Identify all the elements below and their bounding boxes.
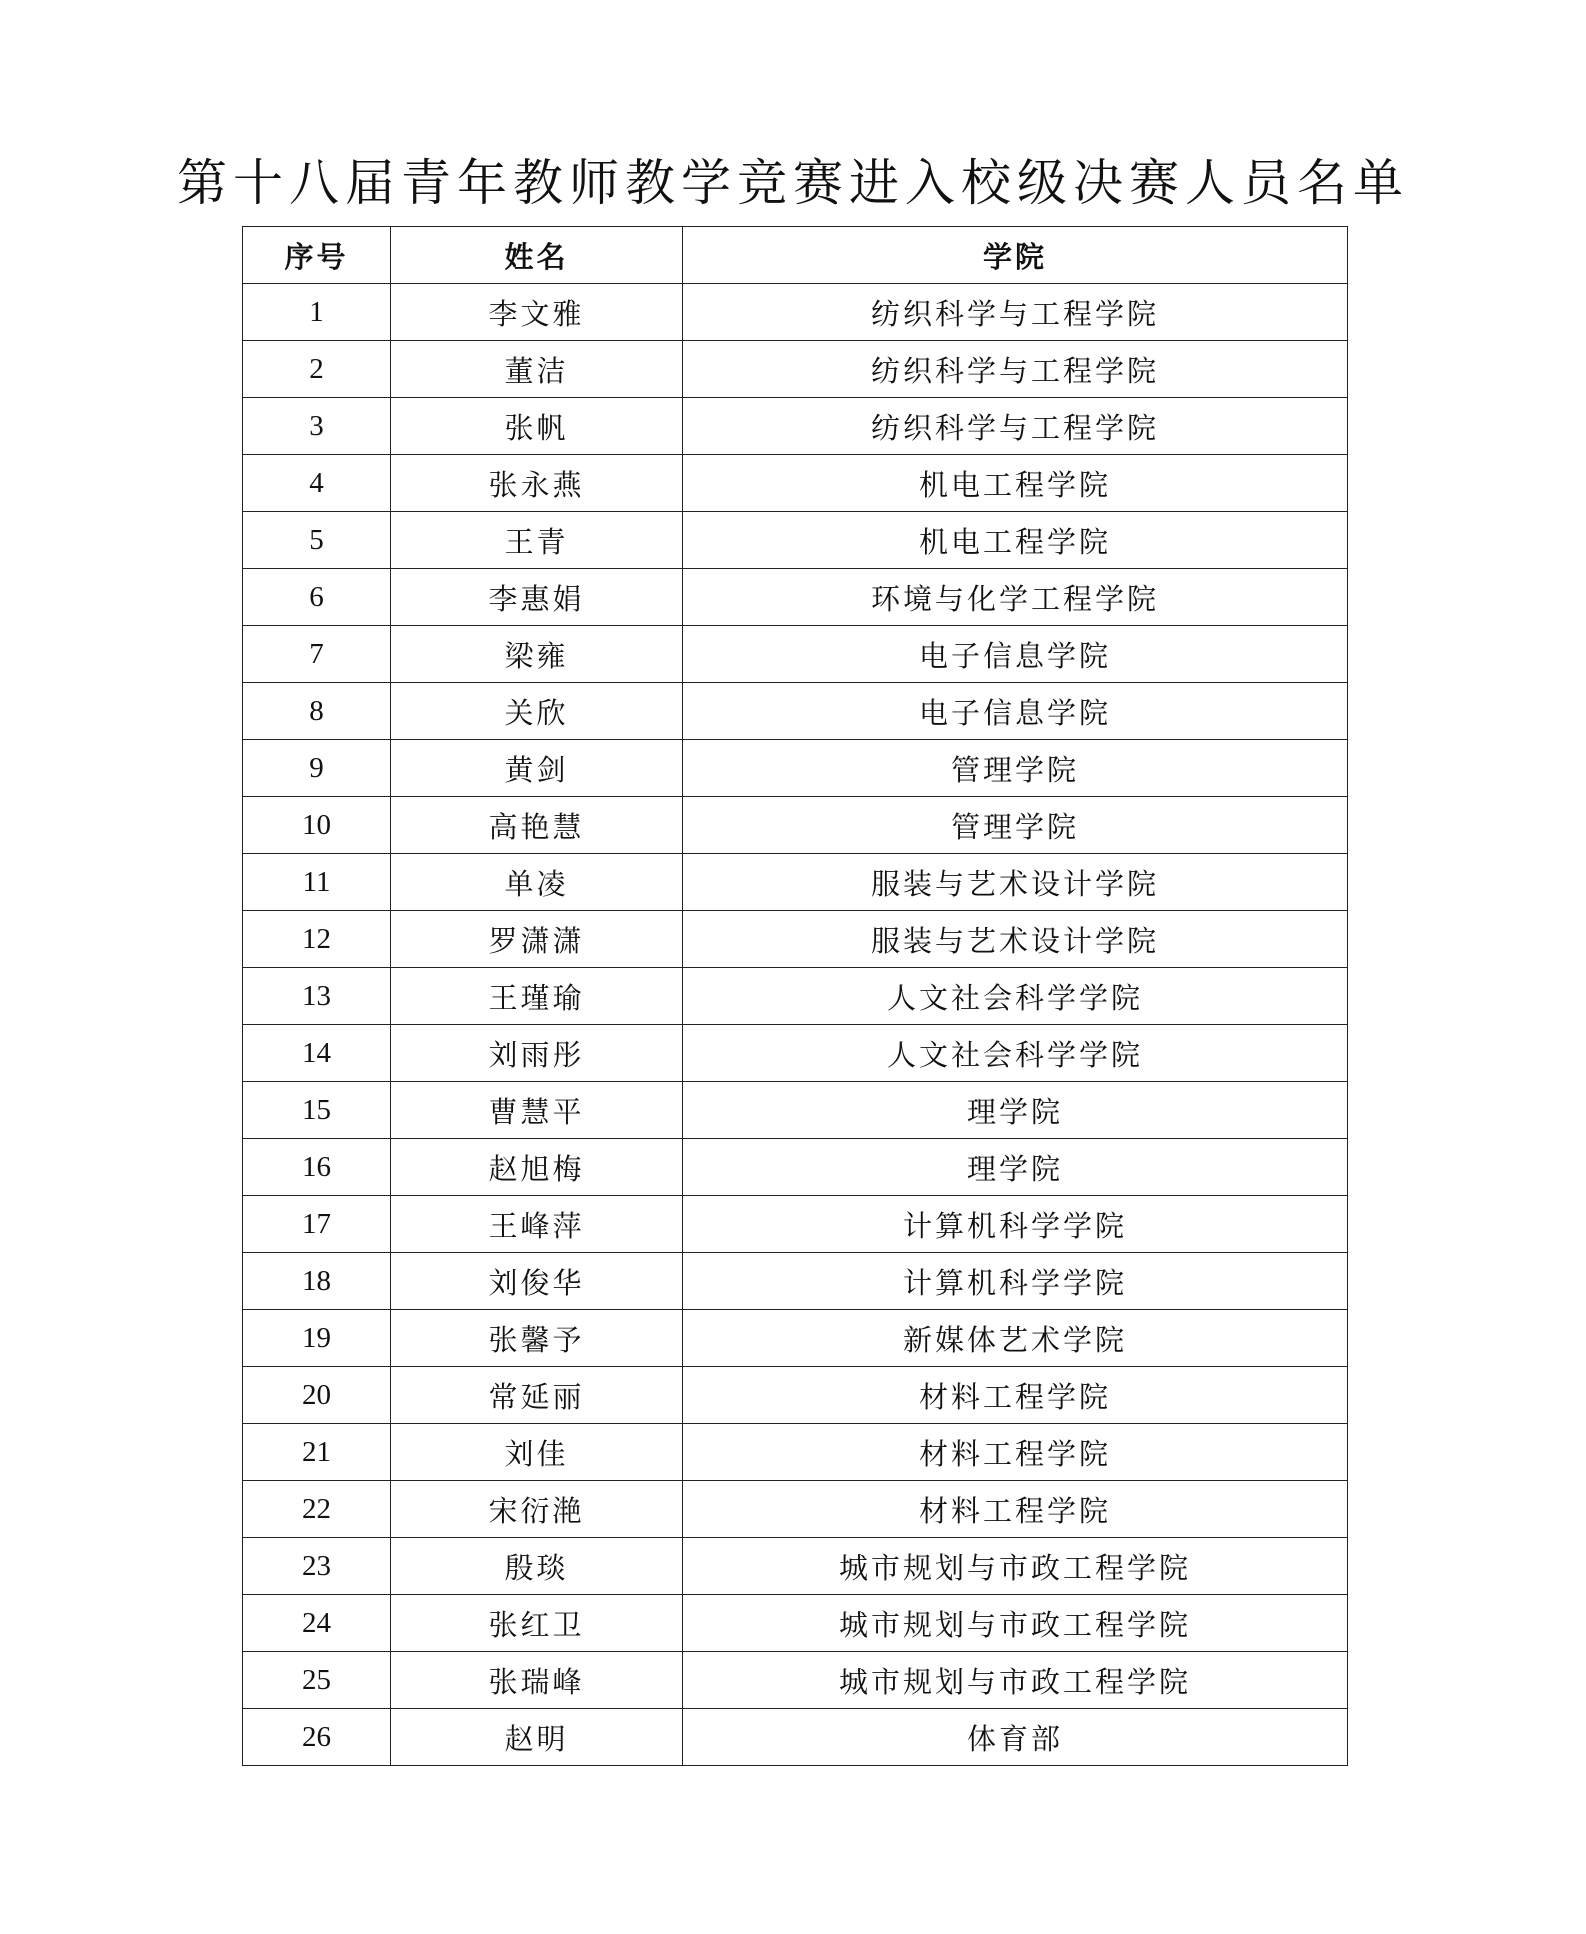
cell-no: 13 [243, 968, 391, 1025]
cell-name: 宋衍滟 [391, 1481, 683, 1538]
cell-name: 王青 [391, 512, 683, 569]
cell-college: 服装与艺术设计学院 [683, 854, 1348, 911]
table-row [243, 683, 1348, 740]
table-row [243, 1424, 1348, 1481]
table-row [243, 284, 1348, 341]
header-row [243, 227, 1348, 284]
cell-college: 城市规划与市政工程学院 [683, 1652, 1348, 1709]
cell-no: 11 [243, 854, 391, 911]
table-row [243, 1139, 1348, 1196]
cell-name: 刘佳 [391, 1424, 683, 1481]
page-title: 第十八届青年教师教学竞赛进入校级决赛人员名单 [177, 154, 1409, 212]
table-row [243, 455, 1348, 512]
table-row [243, 1253, 1348, 1310]
table-body [243, 284, 1348, 1766]
cell-name: 董洁 [391, 341, 683, 398]
cell-no: 15 [243, 1082, 391, 1139]
table-row [243, 1538, 1348, 1595]
cell-name: 梁雍 [391, 626, 683, 683]
cell-college: 电子信息学院 [683, 683, 1348, 740]
cell-no: 22 [243, 1481, 391, 1538]
cell-college: 电子信息学院 [683, 626, 1348, 683]
cell-name: 高艳慧 [391, 797, 683, 854]
cell-name: 黄剑 [391, 740, 683, 797]
cell-no: 20 [243, 1367, 391, 1424]
cell-college: 纺织科学与工程学院 [683, 341, 1348, 398]
cell-college: 管理学院 [683, 740, 1348, 797]
cell-name: 李惠娟 [391, 569, 683, 626]
table-row [243, 512, 1348, 569]
cell-college: 纺织科学与工程学院 [683, 284, 1348, 341]
table-row [243, 797, 1348, 854]
table-row [243, 1481, 1348, 1538]
cell-college: 机电工程学院 [683, 455, 1348, 512]
cell-no: 16 [243, 1139, 391, 1196]
cell-college: 计算机科学学院 [683, 1253, 1348, 1310]
header-college: 学院 [683, 227, 1348, 284]
cell-name: 王峰萍 [391, 1196, 683, 1253]
cell-name: 李文雅 [391, 284, 683, 341]
cell-name: 张永燕 [391, 455, 683, 512]
table-row [243, 398, 1348, 455]
cell-no: 8 [243, 683, 391, 740]
cell-no: 18 [243, 1253, 391, 1310]
cell-no: 17 [243, 1196, 391, 1253]
cell-name: 赵旭梅 [391, 1139, 683, 1196]
cell-no: 25 [243, 1652, 391, 1709]
table-header [243, 227, 1348, 284]
table-row [243, 968, 1348, 1025]
table-row [243, 1652, 1348, 1709]
cell-no: 6 [243, 569, 391, 626]
header-no: 序号 [243, 227, 391, 284]
cell-college: 管理学院 [683, 797, 1348, 854]
cell-name: 张帆 [391, 398, 683, 455]
cell-college: 理学院 [683, 1082, 1348, 1139]
cell-college: 服装与艺术设计学院 [683, 911, 1348, 968]
table-row [243, 1595, 1348, 1652]
cell-no: 10 [243, 797, 391, 854]
table-row [243, 1310, 1348, 1367]
cell-no: 26 [243, 1709, 391, 1766]
cell-name: 刘俊华 [391, 1253, 683, 1310]
table-row [243, 1196, 1348, 1253]
cell-name: 张红卫 [391, 1595, 683, 1652]
cell-college: 材料工程学院 [683, 1481, 1348, 1538]
cell-no: 24 [243, 1595, 391, 1652]
cell-college: 机电工程学院 [683, 512, 1348, 569]
cell-college: 材料工程学院 [683, 1367, 1348, 1424]
table-row [243, 1025, 1348, 1082]
cell-no: 23 [243, 1538, 391, 1595]
cell-college: 纺织科学与工程学院 [683, 398, 1348, 455]
cell-college: 新媒体艺术学院 [683, 1310, 1348, 1367]
cell-no: 9 [243, 740, 391, 797]
cell-college: 城市规划与市政工程学院 [683, 1538, 1348, 1595]
cell-name: 刘雨彤 [391, 1025, 683, 1082]
cell-college: 人文社会科学学院 [683, 968, 1348, 1025]
cell-college: 城市规划与市政工程学院 [683, 1595, 1348, 1652]
table-row [243, 1367, 1348, 1424]
cell-college: 材料工程学院 [683, 1424, 1348, 1481]
cell-no: 12 [243, 911, 391, 968]
cell-name: 单凌 [391, 854, 683, 911]
cell-name: 殷琰 [391, 1538, 683, 1595]
table-row [243, 854, 1348, 911]
table-row [243, 569, 1348, 626]
cell-no: 3 [243, 398, 391, 455]
cell-name: 张馨予 [391, 1310, 683, 1367]
cell-no: 7 [243, 626, 391, 683]
cell-no: 21 [243, 1424, 391, 1481]
cell-name: 曹慧平 [391, 1082, 683, 1139]
table-row [243, 626, 1348, 683]
cell-name: 关欣 [391, 683, 683, 740]
cell-no: 4 [243, 455, 391, 512]
cell-no: 2 [243, 341, 391, 398]
cell-college: 人文社会科学学院 [683, 1025, 1348, 1082]
cell-no: 5 [243, 512, 391, 569]
cell-name: 王瑾瑜 [391, 968, 683, 1025]
cell-name: 赵明 [391, 1709, 683, 1766]
header-name: 姓名 [391, 227, 683, 284]
cell-name: 常延丽 [391, 1367, 683, 1424]
table-row [243, 341, 1348, 398]
cell-college: 环境与化学工程学院 [683, 569, 1348, 626]
cell-college: 计算机科学学院 [683, 1196, 1348, 1253]
cell-college: 理学院 [683, 1139, 1348, 1196]
cell-name: 罗潇潇 [391, 911, 683, 968]
table-row [243, 1709, 1348, 1766]
cell-no: 19 [243, 1310, 391, 1367]
table-row [243, 911, 1348, 968]
roster-table [242, 226, 1348, 1766]
cell-no: 14 [243, 1025, 391, 1082]
cell-college: 体育部 [683, 1709, 1348, 1766]
cell-name: 张瑞峰 [391, 1652, 683, 1709]
cell-no: 1 [243, 284, 391, 341]
table-row [243, 740, 1348, 797]
table-row [243, 1082, 1348, 1139]
